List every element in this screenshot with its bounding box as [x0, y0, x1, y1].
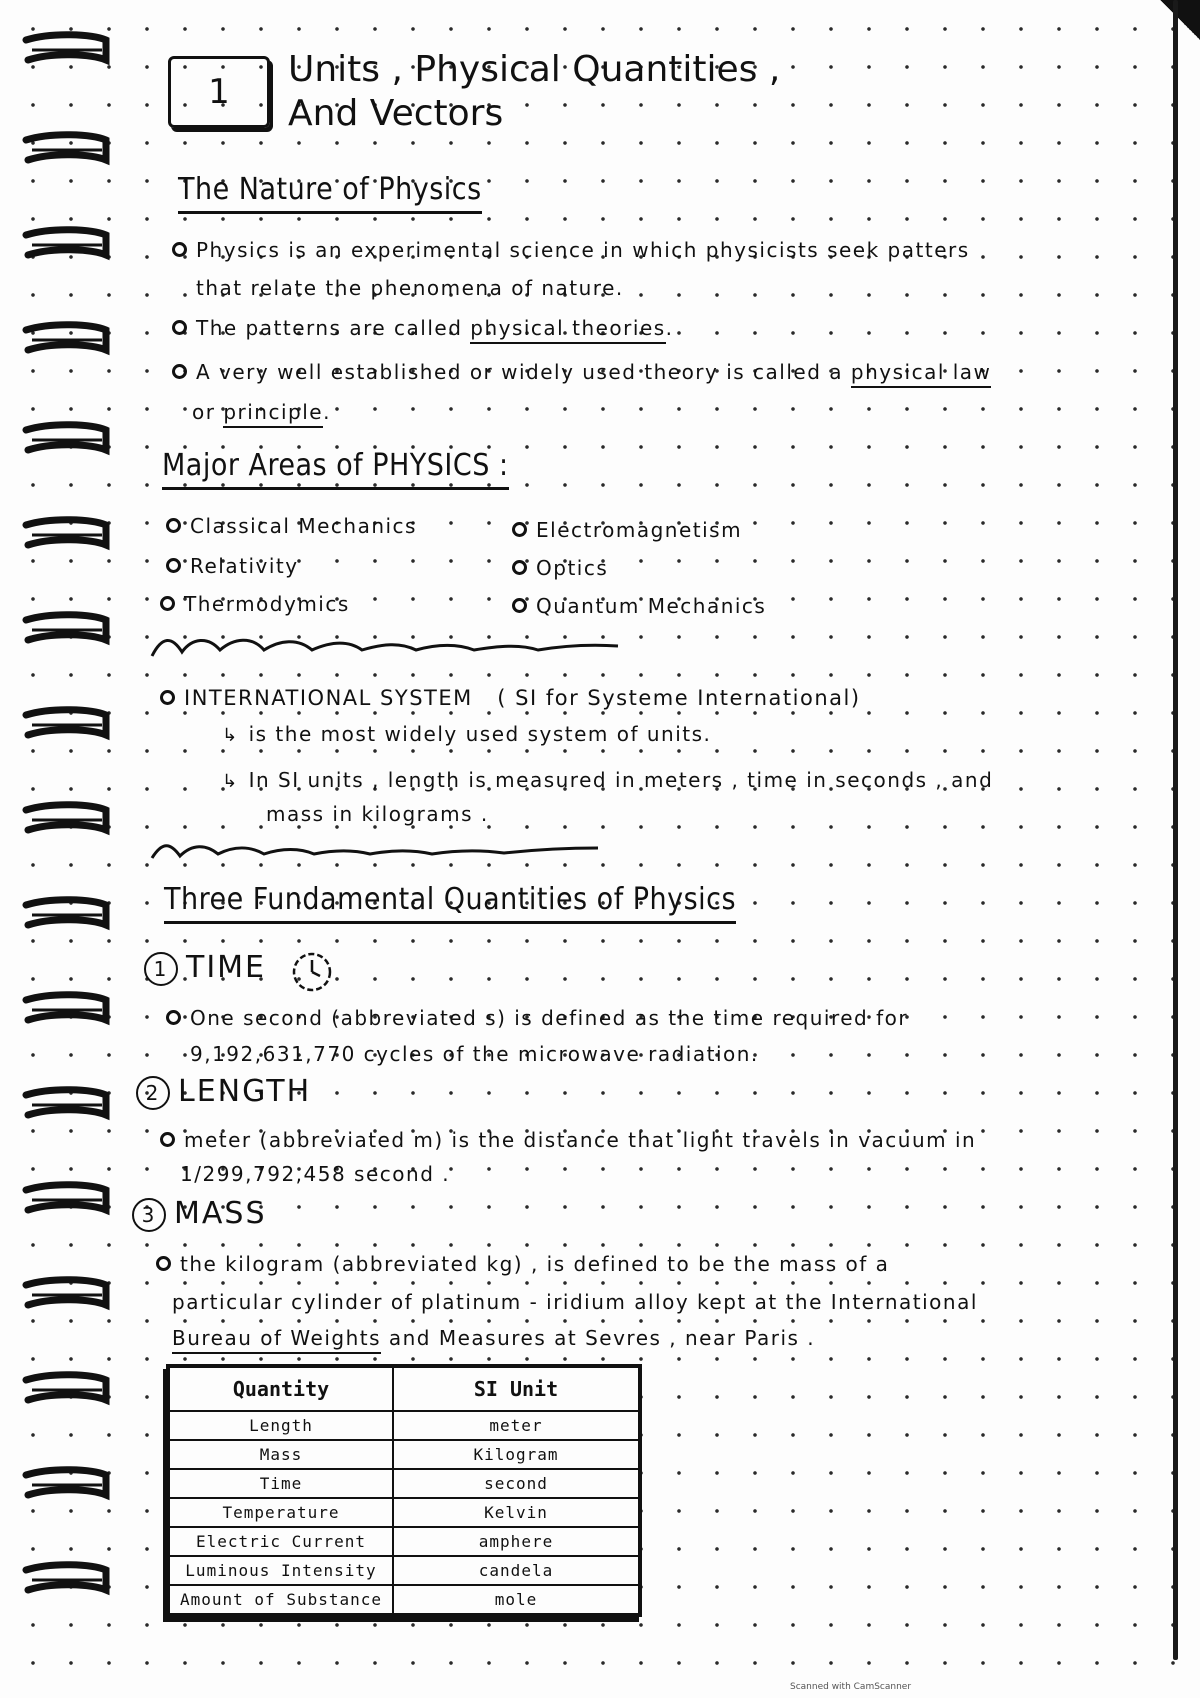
table-cell-unit: mole — [393, 1585, 640, 1615]
bullet-icon — [166, 558, 181, 573]
spiral-ring — [22, 610, 112, 654]
mass-definition: the kilogram (abbreviated kg) , is defined to be the mass of a — [156, 1252, 889, 1276]
table-row — [168, 1585, 640, 1615]
bullet-icon — [512, 522, 527, 537]
table-row — [168, 1498, 640, 1527]
spiral-ring — [22, 1275, 112, 1319]
spiral-ring — [22, 1465, 112, 1509]
table-cell-quantity: Mass — [168, 1440, 393, 1469]
bullet-icon — [156, 1256, 171, 1271]
bullet-physical-theories: The patterns are called physical theories. — [172, 316, 674, 340]
number-circle: 2 — [136, 1076, 170, 1110]
si-sub-2: ↳ In SI units , length is measured in meters , time in seconds , and — [222, 768, 994, 792]
si-units-table — [166, 1364, 642, 1617]
table-row — [168, 1527, 640, 1556]
spiral-ring — [22, 1085, 112, 1129]
scanner-watermark: Scanned with CamScanner — [790, 1682, 912, 1692]
spiral-ring — [22, 420, 112, 464]
term-physical-law: physical law — [851, 360, 992, 388]
mass-definition-cont2: Bureau of Weights and Measures at Sevres , near Paris . — [172, 1326, 815, 1350]
bullet-icon — [166, 1010, 181, 1025]
bullet-icon — [160, 690, 175, 705]
wavy-divider — [148, 836, 608, 866]
section-heading-areas: Major Areas of PHYSICS : — [162, 448, 509, 483]
length-heading: 2 LENGTH — [136, 1074, 311, 1110]
spiral-ring — [22, 800, 112, 844]
table-cell-unit: Kelvin — [393, 1498, 640, 1527]
spiral-ring — [22, 130, 112, 174]
bullet-icon — [160, 596, 175, 611]
bullet-physics-definition: Physics is an experimental science in which physicists seek patters — [172, 238, 970, 262]
term-bureau: Bureau of Weights — [172, 1326, 381, 1354]
table-row — [168, 1556, 640, 1585]
number-circle: 1 — [144, 952, 178, 986]
term-physical-theories: physical theories — [470, 316, 665, 344]
term-principle: principle — [223, 400, 323, 428]
spiral-ring — [22, 1180, 112, 1224]
chapter-number: 1 — [208, 72, 230, 112]
bullet-icon — [166, 518, 181, 533]
number-circle: 3 — [132, 1198, 166, 1232]
table-header-unit: SI Unit — [393, 1366, 640, 1411]
mass-definition-cont: particular cylinder of platinum - iridium alloy kept at the International — [172, 1290, 978, 1314]
spiral-ring — [22, 990, 112, 1034]
spiral-ring — [22, 515, 112, 559]
spiral-ring — [22, 705, 112, 749]
wavy-divider — [148, 630, 628, 664]
table-cell-quantity: Temperature — [168, 1498, 393, 1527]
table-cell-unit: Kilogram — [393, 1440, 640, 1469]
time-definition: One second (abbreviated s) is defined as the time required for — [166, 1006, 908, 1030]
bullet-icon — [172, 320, 187, 335]
area-item: Relativity — [166, 554, 299, 578]
area-item: Classical Mechanics — [166, 514, 417, 538]
table-row — [168, 1469, 640, 1498]
table-cell-quantity: Length — [168, 1411, 393, 1440]
time-heading: 1 TIME — [144, 950, 266, 986]
arrow-icon: ↳ — [222, 725, 239, 746]
spiral-ring — [22, 895, 112, 939]
chapter-number-box — [168, 56, 270, 128]
bullet-icon — [172, 364, 187, 379]
page-edge — [1173, 0, 1178, 1660]
table-cell-quantity: Amount of Substance — [168, 1585, 393, 1615]
table-header-quantity: Quantity — [168, 1366, 393, 1411]
bullet-icon — [172, 242, 187, 257]
bullet-icon — [160, 1132, 175, 1147]
table-row — [168, 1440, 640, 1469]
bullet-physics-definition-cont: that relate the phenomena of nature. — [196, 276, 624, 300]
si-sub-1: ↳ is the most widely used system of units. — [222, 722, 712, 746]
bullet-icon — [512, 560, 527, 575]
bullet-physical-law: A very well established or widely used theory is called a physical law — [172, 360, 991, 384]
chapter-title-line1: Units , Physical Quantities , — [288, 49, 781, 90]
table-cell-unit: candela — [393, 1556, 640, 1585]
area-item: Electromagnetism — [512, 518, 742, 542]
table-cell-unit: meter — [393, 1411, 640, 1440]
chapter-title-line2: And Vectors — [288, 93, 504, 134]
spiral-ring — [22, 225, 112, 269]
table-cell-quantity: Time — [168, 1469, 393, 1498]
spiral-ring — [22, 30, 112, 74]
table-cell-quantity: Luminous Intensity — [168, 1556, 393, 1585]
length-definition-cont: 1/299,792,458 second . — [180, 1162, 451, 1186]
table-header-row — [168, 1366, 640, 1411]
table-row — [168, 1411, 640, 1440]
bullet-physical-law-cont: or principle. — [192, 400, 331, 424]
table-cell-unit: amphere — [393, 1527, 640, 1556]
area-item: Quantum Mechanics — [512, 594, 766, 618]
table-cell-quantity: Electric Current — [168, 1527, 393, 1556]
section-heading-fundamental: Three Fundamental Quantities of Physics — [164, 882, 736, 917]
spiral-ring — [22, 320, 112, 364]
length-definition: meter (abbreviated m) is the distance that light travels in vacuum in — [160, 1128, 976, 1152]
area-item: Optics — [512, 556, 608, 580]
area-item: Thermodymics — [160, 592, 350, 616]
spiral-ring — [22, 1370, 112, 1414]
table-cell-unit: second — [393, 1469, 640, 1498]
si-heading: INTERNATIONAL SYSTEM ( SI for Systeme International) — [160, 686, 861, 710]
spiral-ring — [22, 1560, 112, 1604]
bullet-icon — [512, 598, 527, 613]
mass-heading: 3 MASS — [132, 1196, 267, 1232]
clock-icon — [290, 950, 334, 994]
arrow-icon: ↳ — [222, 771, 239, 792]
section-heading-nature: The Nature of Physics — [178, 172, 482, 207]
time-definition-cont: 9,192,631,770 cycles of the microwave radiation. — [190, 1042, 759, 1066]
si-sub-2-cont: mass in kilograms . — [266, 802, 489, 826]
page-corner — [1160, 0, 1200, 40]
spiral-binding — [0, 0, 120, 1698]
